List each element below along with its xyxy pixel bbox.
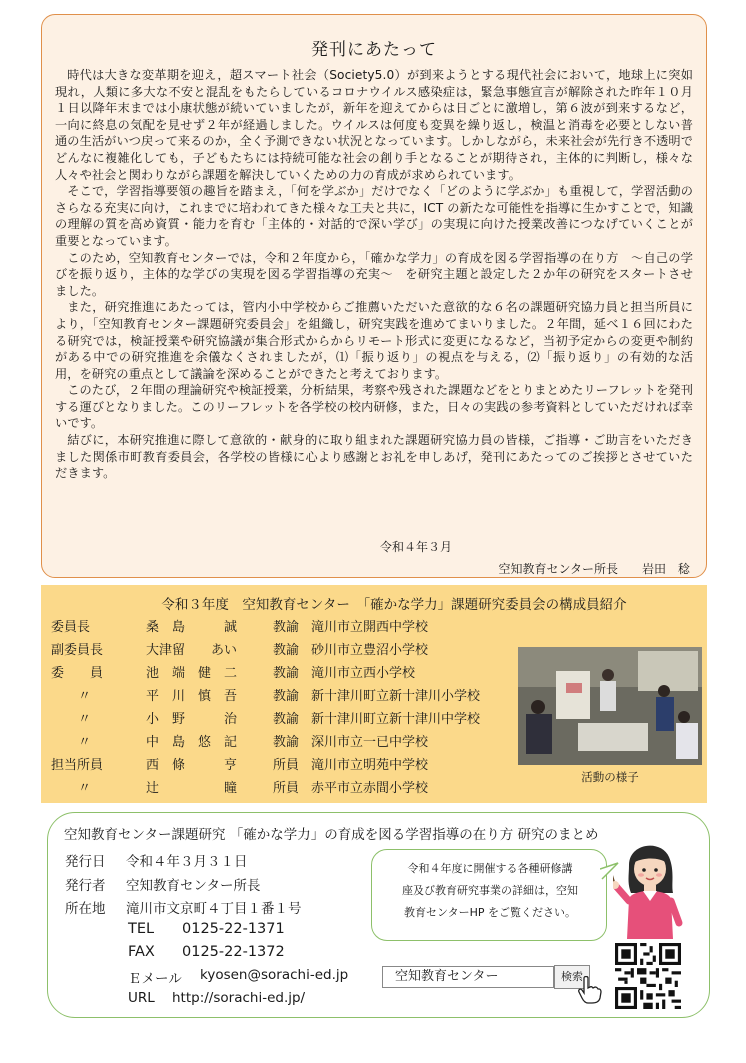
member-school: 新十津川町立新十津川中学校 bbox=[311, 712, 481, 727]
member-role: 〃 bbox=[78, 712, 92, 727]
address-label: 所在地 bbox=[65, 901, 106, 917]
bubble-line: 座及び教育研究事業の詳細は，空知 bbox=[402, 884, 578, 897]
preface-paragraph: また，研究推進にあたっては，管内小中学校からご推薦いただいた意欲的な６名の課題研究協力員と担当所員により，「空知教育センター課題研究委員会」を組織し，研究実践を進めてまいりました。２年間，延べ１６回にわたる研究では，検証授業や研究協議が集合形式からからリモート形式に変更になるなど，当初予定からの変更や制約がある中での研究推進を余儀なくされましたが，⑴「振り返り」の視点を与える，⑵「振り返り」の有効的な活用，を研究の重点として議論を深めることができたと考えております。 bbox=[55, 300, 693, 381]
preface-panel bbox=[41, 14, 707, 578]
member-position: 教諭 bbox=[273, 620, 300, 635]
fax-number: 0125-22-1372 bbox=[182, 944, 285, 960]
search-input[interactable]: 空知教育センター bbox=[382, 966, 554, 988]
preface-paragraph: このため，空知教育センターでは，令和２年度から，「確かな学力」の育成を図る学習指導の在り方 ～自己の学びを振り返り，主体的な学びの実現を図る学習指導の充実～ を研究主題と設定した２か年の研究をスタートさせました。 bbox=[55, 250, 693, 298]
preface-paragraph: このたび，２年間の理論研究や検証授業，分析結果，考察や残された課題などをとりまとめたリーフレットを発刊する運びとなりました。このリーフレットを各学校の校内研修，また，日々の実践の参考資料としていただければ幸いです。 bbox=[55, 383, 693, 431]
footer-title: 空知教育センター課題研究 「確かな学力」の育成を図る学習指導の在り方 研究のまとめ bbox=[64, 827, 599, 843]
member-name: 池 端 健 二 bbox=[146, 666, 238, 681]
preface-paragraph: そこで，学習指導要領の趣旨を踏まえ，「何を学ぶか」だけでなく「どのように学ぶか」も重視して，学習活動のさらなる充実に向け，これまでに培われてきた様々な工夫と共に，ICT の新たな可能性を指導に生かすことで，知識の理解の質を高め資質・能力を育む「主体的・対話的で深い学び」の実現に向けた授業改善につなげていくことが重要となっています。 bbox=[55, 184, 693, 248]
issue-date: 令和４年３月３１日 bbox=[126, 854, 248, 870]
email-link[interactable]: kyosen@sorachi-ed.jp bbox=[200, 967, 349, 983]
member-school: 滝川市立西小学校 bbox=[311, 666, 416, 681]
publisher: 空知教育センター所長 bbox=[126, 878, 261, 894]
activity-photo bbox=[518, 647, 702, 765]
bubble-line: 教育センターHP をご覧ください。 bbox=[404, 906, 576, 919]
tel-label: TEL bbox=[128, 921, 155, 937]
member-role: 担当所員 bbox=[51, 758, 104, 773]
member-school: 赤平市立赤間小学校 bbox=[311, 781, 429, 796]
photo-caption: 活動の様子 bbox=[581, 770, 639, 784]
email-label: Ｅメール bbox=[128, 971, 182, 987]
members-section bbox=[41, 585, 707, 803]
teacher-illustration bbox=[613, 835, 695, 943]
member-role: 委 員 bbox=[51, 666, 104, 681]
member-position: 教諭 bbox=[273, 689, 300, 704]
member-role: 〃 bbox=[78, 689, 92, 704]
bubble-line: 令和４年度に開催する各種研修講 bbox=[407, 862, 573, 875]
members-title: 令和３年度 空知教育センター 「確かな学力」課題研究委員会の構成員紹介 bbox=[161, 597, 627, 613]
qr-code[interactable] bbox=[615, 943, 681, 1009]
url-link[interactable]: http://sorachi-ed.jp/ bbox=[172, 990, 306, 1006]
member-name: 西 條 亨 bbox=[146, 758, 238, 773]
member-position: 教諭 bbox=[273, 712, 300, 727]
preface-paragraph: 時代は大きな変革期を迎え，超スマート社会（Society5.0）が到来ようとする現代社会において，地球上に突如現れ，人類に多大な不安と混乱をもたらしているコロナウイルス感染症は，緊急事態宣言が解除された昨年１０月１日以降年末までは小康状態が続いていましたが，新年を迎えてからは日ごとに激増し，第６波が到来するなど，一向に終息の気配を見せず２年が経過しました。ウイルスは何度も変異を繰り返し，検温と消毒を必要としない普通の生活がいつ戻って来るのか，全く予測できない状況となっています。しかしながら，未来社会が先行き不透明でどんなに複雑化しても，子どもたちには持続可能な社会の創り手となることが期待され，主体的に判断し，様々な人々や社会と関わりながら課題を解決していくための力の育成が求められています。 bbox=[55, 68, 693, 182]
member-school: 新十津川町立新十津川小学校 bbox=[311, 689, 481, 704]
signer-title: 空知教育センター所長 bbox=[498, 562, 618, 576]
pointing-hand-icon bbox=[578, 976, 602, 1004]
preface-date: 令和４年３月 bbox=[379, 540, 452, 554]
preface-paragraph: 結びに，本研究推進に際して意欲的・献身的に取り組まれた課題研究協力員の皆様，ご指導・ご助言をいただきました関係市町教育委員会，各学校の皆様に心より感謝とお礼を申しあげ，発刊にあたってのご挨拶とさせていただきます。 bbox=[55, 433, 693, 481]
member-school: 滝川市立明苑中学校 bbox=[311, 758, 429, 773]
publisher-label: 発行者 bbox=[65, 878, 106, 894]
member-position: 所員 bbox=[273, 781, 300, 796]
member-name: 小 野 治 bbox=[146, 712, 238, 727]
preface-body bbox=[55, 67, 693, 482]
search-button[interactable]: 検索 bbox=[554, 965, 590, 989]
url-label: URL bbox=[128, 990, 155, 1006]
member-role: 副委員長 bbox=[51, 643, 104, 658]
member-name: 中 島 悠 記 bbox=[146, 735, 238, 750]
member-position: 所員 bbox=[273, 758, 300, 773]
preface-title: 発刊にあたって bbox=[311, 40, 437, 60]
member-role: 〃 bbox=[78, 781, 92, 796]
speech-bubble bbox=[371, 849, 607, 941]
signer-name: 岩田 稔 bbox=[641, 562, 690, 576]
member-position: 教諭 bbox=[273, 666, 300, 681]
footer-panel bbox=[47, 812, 710, 1018]
member-school: 滝川市立開西中学校 bbox=[311, 620, 429, 635]
preface-signature bbox=[498, 560, 690, 577]
member-name: 大津留 あい bbox=[146, 643, 238, 658]
member-name: 平 川 慎 吾 bbox=[146, 689, 238, 704]
member-role: 委員長 bbox=[51, 620, 91, 635]
address: 滝川市文京町４丁目１番１号 bbox=[126, 901, 302, 917]
member-role: 〃 bbox=[78, 735, 92, 750]
issue-date-label: 発行日 bbox=[65, 854, 106, 870]
member-name: 辻 瞳 bbox=[146, 781, 238, 796]
member-position: 教諭 bbox=[273, 643, 300, 658]
tel-number: 0125-22-1371 bbox=[182, 921, 285, 937]
member-school: 深川市立一已中学校 bbox=[311, 735, 429, 750]
member-name: 桑 島 誠 bbox=[146, 620, 238, 635]
activity-photo-image bbox=[518, 647, 702, 765]
fax-label: FAX bbox=[128, 944, 155, 960]
member-position: 教諭 bbox=[273, 735, 300, 750]
member-school: 砂川市立豊沼小学校 bbox=[311, 643, 429, 658]
